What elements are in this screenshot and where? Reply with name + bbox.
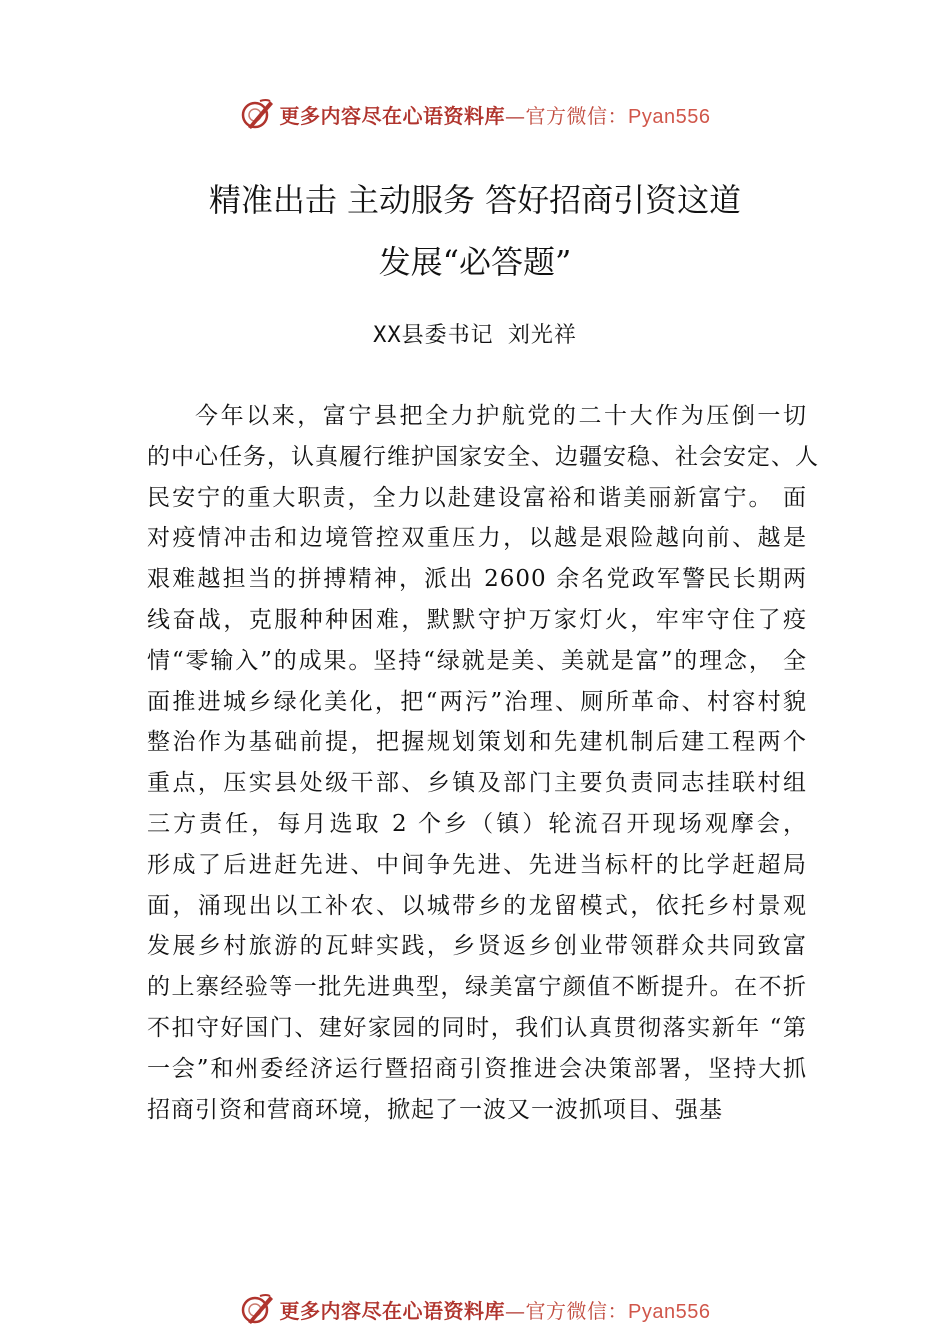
body-line: 对疫情冲击和边境管控双重压力，以越是艰险越向前、越是 [147, 525, 807, 552]
body-line: 的上寨经验等一批先进典型，绿美富宁颜值不断提升。在不折 [147, 974, 807, 1001]
pen-logo-icon [240, 1292, 274, 1326]
body-line: 今年以来，富宁县把全力护航党的二十大作为压倒一切 [195, 403, 807, 429]
body-line: 重点，压实县处级干部、乡镇及部门主要负责同志挂联村组 [147, 770, 807, 797]
body-line: 艰难越担当的拼搏精神，派出 2600 余名党政军警民长期两 [147, 566, 807, 593]
document-body [147, 396, 819, 1130]
body-line: 面推进城乡绿化美化，把“两污”治理、厕所革命、村容村貌 [147, 688, 807, 715]
body-line: 不扣守好国门、建好家园的同时，我们认真贯彻落实新年 “第 [147, 1014, 807, 1041]
header-banner [0, 92, 950, 136]
document-title-line-1: 精准出击 主动服务 答好招商引资这道 [208, 181, 742, 219]
footer-banner [0, 1287, 950, 1331]
body-line: 发展乡村旅游的瓦蚌实践，乡贤返乡创业带领群众共同致富 [147, 933, 807, 960]
body-line: 招商引资和营商环境，掀起了一波又一波抓项目、强基 [147, 1096, 723, 1123]
body-line: 形成了后进赶先进、中间争先进、先进当标杆的比学赶超局 [147, 851, 807, 878]
banner-main-text: 更多内容尽在心语资料库 [279, 103, 506, 128]
body-line: 一会”和州委经济运行暨招商引资推进会决策部署，坚持大抓 [147, 1055, 807, 1082]
banner-main-text: 更多内容尽在心语资料库 [279, 1298, 506, 1323]
body-line: 整治作为基础前提，把握规划策划和先建机制后建工程两个 [147, 729, 807, 756]
body-line: 情“零输入”的成果。坚持“绿就是美、美就是富”的理念， 全 [147, 647, 807, 674]
banner-text [280, 1295, 711, 1324]
banner-wechat-id: Pyan556 [628, 105, 711, 128]
banner-wechat-id: Pyan556 [628, 1300, 711, 1323]
banner-text [280, 100, 711, 129]
banner-wechat-label: 官方微信： [525, 103, 629, 128]
body-line: 的中心任务，认真履行维护国家安全、边疆安稳、社会安定、人 [147, 443, 819, 470]
body-line: 民安宁的重大职责，全力以赴建设富裕和谐美丽新富宁。 面 [147, 484, 807, 511]
document-title-line-2: 发展“必答题” [378, 243, 572, 281]
body-line: 三方责任，每月选取 2 个乡（镇）轮流召开现场观摩会， [147, 810, 807, 837]
document-author: XX县委书记 刘光祥 [373, 323, 577, 348]
banner-dash: — [505, 1298, 526, 1323]
body-line: 线奋战，克服种种困难，默默守护万家灯火，牢牢守住了疫 [147, 606, 807, 633]
pen-logo-icon [240, 97, 274, 131]
banner-dash: — [505, 103, 526, 128]
body-line: 面，涌现出以工补农、以城带乡的龙留模式，依托乡村景观 [147, 892, 807, 919]
banner-wechat-label: 官方微信： [525, 1298, 629, 1323]
